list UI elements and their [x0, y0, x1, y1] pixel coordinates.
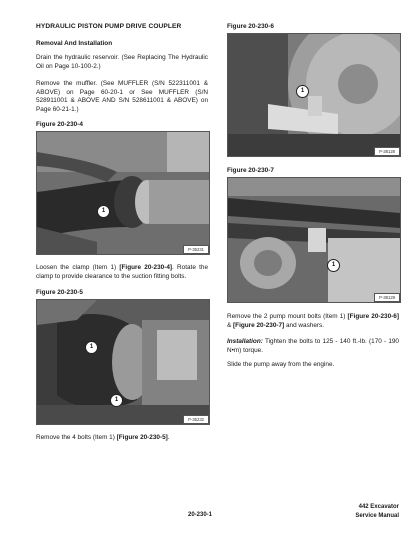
subsection-heading: Removal And Installation: [36, 40, 113, 47]
figure-7-callout: 1: [327, 259, 340, 272]
section-heading: HYDRAULIC PISTON PUMP DRIVE COUPLER: [36, 23, 182, 30]
paragraph-installation: Installation: Tighten the bolts to 125 - 140 ft.-lb. (170 - 190 N•m) torque.: [227, 338, 399, 354]
figure-7-reference: [Figure 20-230-7]: [233, 321, 285, 329]
figure-4-label: Figure 20-230-4: [36, 121, 83, 128]
figure-5-code: P-35232: [183, 415, 209, 424]
installation-label: Installation:: [227, 338, 263, 345]
paragraph-clamp: Loosen the clamp (Item 1) [Figure 20-230-4]. Rotate the clamp to provide clearance to the suction fitting bolts.: [36, 264, 209, 280]
figure-6-callout: 1: [296, 85, 309, 98]
figure-6-reference: [Figure 20-230-6]: [347, 313, 399, 320]
paragraph-drain: Drain the hydraulic reservoir. (See Replacing The Hydraulic Oil on Page 10-100-2.): [36, 54, 208, 70]
figure-7-label: Figure 20-230-7: [227, 167, 274, 174]
figure-7-photo: [227, 177, 401, 303]
paragraph-pump-mount-bolts: Remove the 2 pump mount bolts (Item 1) [Figure 20-230-6] & [Figure 20-230-7] and washers.: [227, 313, 399, 329]
figure-5-callout-upper: 1: [85, 341, 98, 354]
footer-manual: Service Manual: [355, 513, 399, 519]
figure-4-reference: [Figure 20-230-4]: [119, 264, 173, 271]
figure-6-label: Figure 20-230-6: [227, 23, 274, 30]
figure-7-code: P-38129: [374, 293, 400, 302]
paragraph-slide-pump: Slide the pump away from the engine.: [227, 361, 335, 368]
figure-6-code: P-38128: [374, 147, 400, 156]
page-number: 20-230-1: [188, 512, 213, 518]
paragraph-muffler: Remove the muffler. (See MUFFLER (S/N 522311001 & ABOVE) on Page 60-20-1 or See MUFFLER (S/N 528911001 & ABOVE AND S/N 528611001 & ABOVE) on Page 60-21-1.): [36, 80, 208, 113]
footer-model: 442 Excavator: [358, 504, 399, 510]
figure-4-photo: [36, 131, 210, 255]
figure-4-callout: 1: [97, 205, 110, 218]
figure-4-code: P-35231: [183, 245, 209, 254]
paragraph-bolts: Remove the 4 bolts (Item 1) [Figure 20-230-5].: [36, 434, 170, 441]
figure-5-reference: [Figure 20-230-5]: [116, 434, 168, 441]
figure-5-label: Figure 20-230-5: [36, 289, 83, 296]
figure-6-photo: [227, 33, 401, 157]
figure-5-callout-lower: 1: [110, 394, 123, 407]
figure-5-photo: [36, 299, 210, 425]
